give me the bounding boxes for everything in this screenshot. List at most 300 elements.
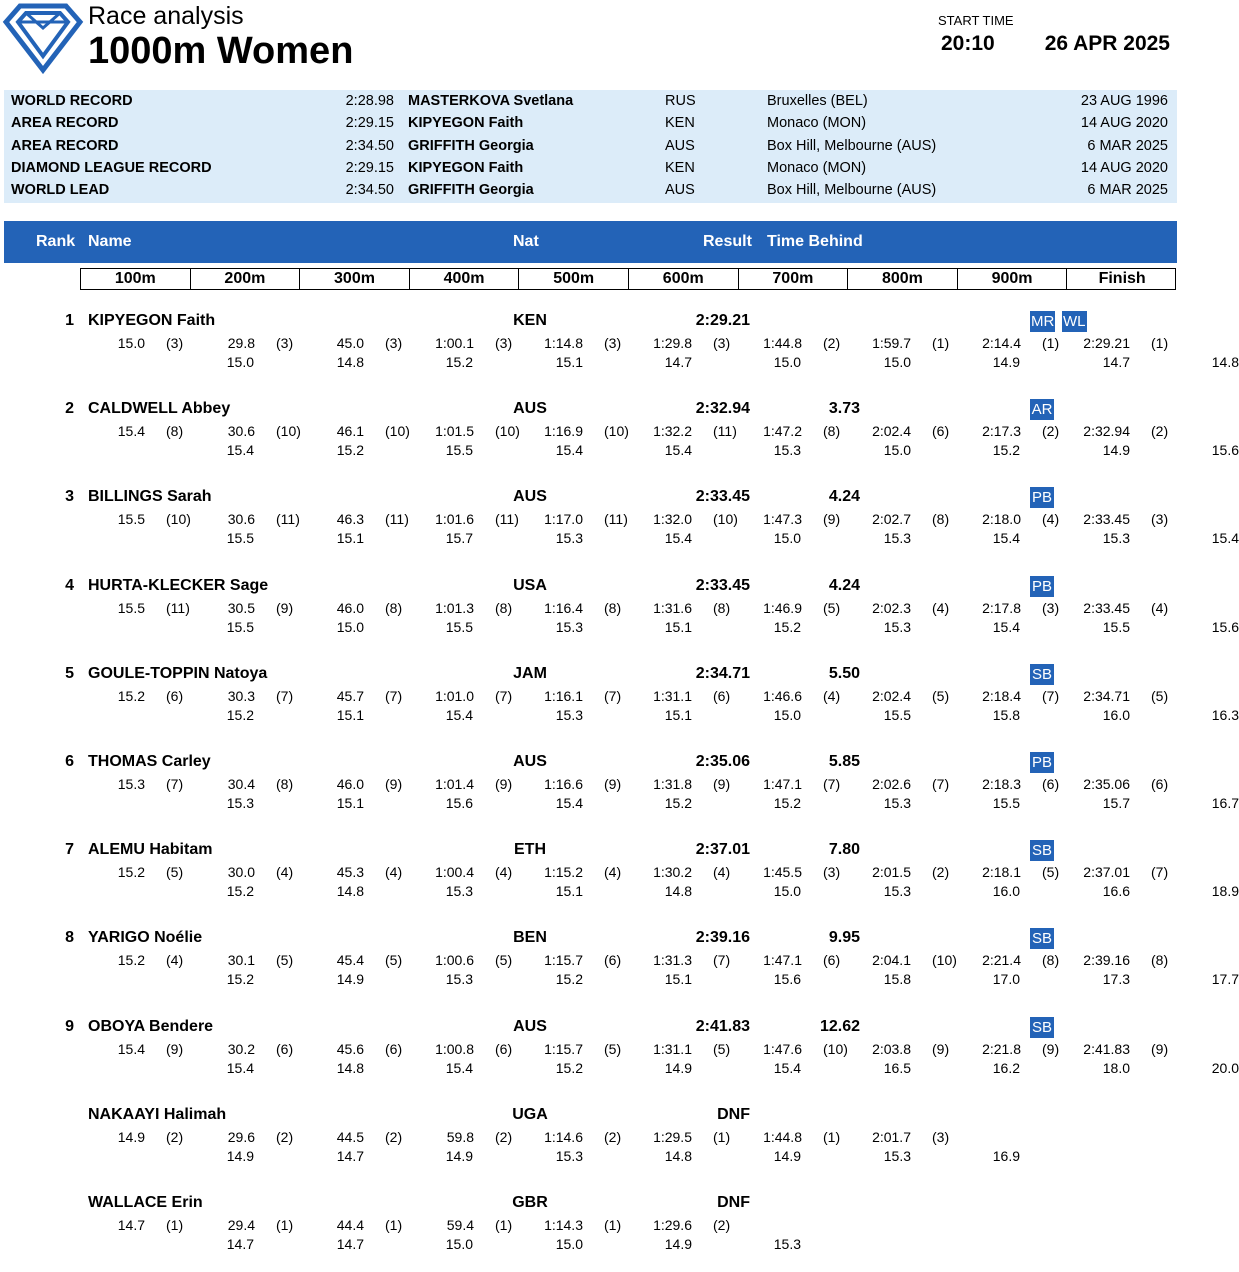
split-position: (5)	[276, 952, 294, 969]
lap-time: 17.7	[1211, 971, 1239, 988]
lap-time: 15.3	[445, 971, 473, 988]
split-position: (9)	[604, 776, 622, 792]
split-time: 2:02.7	[872, 511, 911, 528]
split-time: 59.4	[446, 1217, 474, 1233]
split-time: 15.4	[117, 1040, 145, 1057]
athlete-nat: JAM	[513, 664, 547, 682]
athlete-rank: 5	[65, 664, 74, 682]
split-position: (10)	[823, 1040, 848, 1057]
record-holder: MASTERKOVA Svetlana	[408, 93, 574, 109]
split-time: 1:47.6	[763, 1040, 802, 1057]
split-time: 1:15.7	[544, 952, 583, 969]
split-header: Finish	[1098, 270, 1146, 287]
split-time: 46.1	[336, 423, 364, 440]
lap-time: 15.0	[773, 354, 801, 370]
lap-time: 15.4	[555, 442, 583, 459]
record-venue: Monaco (MON)	[767, 115, 867, 131]
lap-time: 15.5	[1102, 618, 1130, 635]
athlete-result: 2:32.94	[695, 400, 750, 418]
lap-time: 14.9	[992, 354, 1020, 370]
athlete-result: 2:41.83	[695, 1017, 750, 1035]
record-venue: Monaco (MON)	[767, 160, 867, 176]
split-position: (7)	[495, 687, 513, 704]
record-badge: SB	[1031, 665, 1052, 683]
athlete-rank: 9	[65, 1017, 74, 1035]
split-position: (8)	[1042, 952, 1060, 969]
lap-time: 15.3	[226, 795, 254, 811]
record-holder: KIPYEGON Faith	[408, 115, 524, 131]
split-position: (1)	[604, 1217, 622, 1233]
record-nat: KEN	[665, 160, 695, 176]
lap-time: 15.0	[445, 1236, 473, 1252]
split-time: 1:46.9	[763, 599, 802, 616]
lap-time: 14.8	[336, 1059, 364, 1076]
split-time: 1:47.1	[763, 952, 802, 969]
athlete-row	[0, 743, 1239, 831]
lap-time: 14.7	[336, 1236, 364, 1252]
athlete-time-behind: 5.85	[828, 753, 860, 770]
record-holder: GRIFFITH Georgia	[408, 182, 534, 198]
lap-time: 16.9	[992, 1147, 1020, 1164]
athlete-row	[0, 1184, 1179, 1272]
record-mark: 2:29.15	[345, 160, 394, 176]
athlete-result: 2:34.71	[695, 664, 750, 682]
split-time: 46.0	[336, 776, 364, 792]
split-position: (4)	[823, 687, 841, 704]
col-time-behind-header: Time Behind	[767, 233, 863, 250]
lap-time: 14.9	[336, 971, 364, 988]
record-venue: Box Hill, Melbourne (AUS)	[767, 138, 937, 154]
split-position: (9)	[166, 1040, 184, 1057]
split-position: (5)	[604, 1040, 622, 1057]
lap-time: 15.4	[1211, 530, 1239, 547]
split-time: 30.6	[227, 423, 255, 440]
split-distance-header	[80, 268, 1176, 290]
lap-time: 14.9	[226, 1147, 254, 1164]
record-type: AREA RECORD	[11, 138, 119, 154]
athlete-name: WALLACE Erin	[88, 1194, 203, 1211]
split-position: (9)	[932, 1040, 950, 1057]
record-badge: MR	[1031, 313, 1055, 330]
split-position: (2)	[823, 335, 841, 351]
lap-time: 14.8	[664, 1147, 692, 1164]
split-position: (1)	[932, 335, 950, 351]
lap-time: 15.4	[992, 530, 1020, 547]
split-position: (2)	[385, 1128, 403, 1145]
lap-time: 15.0	[883, 442, 911, 459]
split-position: (9)	[385, 776, 403, 792]
athlete-time-behind: 4.24	[828, 488, 860, 506]
lap-time: 17.3	[1102, 971, 1130, 988]
athlete-nat: AUS	[513, 1017, 547, 1035]
athlete-rank: 1	[65, 312, 74, 329]
lap-time: 15.3	[555, 530, 583, 547]
split-position: (1)	[276, 1217, 294, 1233]
start-time: 20:10	[941, 32, 995, 55]
split-position: (3)	[276, 335, 294, 351]
page-title: 1000m Women	[88, 30, 354, 72]
record-row	[4, 179, 1177, 201]
lap-time: 15.5	[445, 618, 473, 635]
lap-time: 16.5	[883, 1059, 911, 1076]
split-position: (7)	[1042, 687, 1060, 704]
split-position: (1)	[385, 1217, 403, 1233]
split-time: 1:00.4	[435, 864, 474, 881]
split-time: 1:32.2	[653, 423, 692, 440]
lap-time: 15.1	[664, 618, 692, 635]
lap-time: 15.2	[773, 795, 801, 811]
split-time: 1:00.8	[435, 1040, 474, 1057]
split-time: 15.0	[117, 335, 145, 351]
split-time: 45.6	[336, 1040, 364, 1057]
record-badge: SB	[1031, 1018, 1052, 1036]
split-position: (2)	[1151, 423, 1169, 440]
split-time: 2:41.83	[1083, 1040, 1130, 1057]
split-position: (3)	[166, 335, 184, 351]
split-time: 45.0	[336, 335, 364, 351]
lap-time: 14.9	[1102, 442, 1130, 459]
record-badge: AR	[1031, 401, 1053, 419]
split-time: 1:59.7	[872, 335, 911, 351]
split-time: 1:32.0	[653, 511, 692, 528]
lap-time: 15.0	[773, 883, 801, 900]
split-time: 59.8	[446, 1128, 474, 1145]
split-position: (2)	[932, 864, 950, 881]
split-time: 1:14.6	[544, 1128, 583, 1145]
record-nat: AUS	[665, 138, 695, 154]
split-header: 500m	[519, 269, 629, 289]
split-position: (10)	[604, 423, 629, 440]
record-badge: SB	[1031, 930, 1052, 948]
split-position: (5)	[713, 1040, 731, 1057]
split-position: (8)	[932, 511, 950, 528]
split-time: 2:01.5	[872, 864, 911, 881]
split-position: (7)	[385, 687, 403, 704]
split-time: 44.5	[336, 1128, 364, 1145]
athlete-row	[0, 831, 1239, 919]
split-position: (9)	[276, 599, 294, 616]
lap-time: 15.4	[773, 1059, 801, 1076]
split-position: (7)	[713, 952, 731, 969]
col-rank-header: Rank	[36, 233, 76, 250]
lap-time: 15.5	[445, 442, 473, 459]
athlete-nat: UGA	[512, 1105, 548, 1123]
lap-time: 15.4	[664, 442, 692, 459]
lap-time: 15.5	[883, 706, 911, 723]
athlete-nat: KEN	[513, 312, 547, 329]
lap-time: 15.4	[664, 530, 692, 547]
split-time: 30.4	[227, 776, 255, 792]
split-time: 1:15.2	[544, 864, 583, 881]
start-time-label: START TIME	[938, 13, 1014, 28]
split-time: 29.4	[227, 1217, 255, 1233]
lap-time: 15.6	[1211, 442, 1239, 459]
split-position: (2)	[276, 1128, 294, 1145]
lap-time: 14.9	[664, 1059, 692, 1076]
split-time: 1:01.0	[435, 687, 474, 704]
split-time: 2:18.3	[982, 776, 1021, 792]
split-time: 1:31.8	[653, 776, 692, 792]
split-position: (8)	[823, 423, 841, 440]
split-position: (2)	[166, 1128, 184, 1145]
split-position: (1)	[1042, 335, 1060, 351]
record-date: 14 AUG 2020	[1080, 160, 1168, 176]
athlete-result: 2:35.06	[695, 753, 750, 770]
split-position: (4)	[604, 864, 622, 881]
lap-time: 14.7	[664, 354, 692, 370]
athlete-row	[0, 1096, 1179, 1184]
athlete-row	[0, 478, 1239, 566]
split-time: 15.5	[117, 511, 145, 528]
lap-time: 15.1	[555, 883, 583, 900]
split-time: 2:18.4	[982, 687, 1021, 704]
record-holder: KIPYEGON Faith	[408, 160, 524, 176]
page-subtitle: Race analysis	[88, 2, 244, 30]
athlete-name: CALDWELL Abbey	[88, 400, 231, 418]
athlete-name: KIPYEGON Faith	[88, 312, 216, 329]
record-type: WORLD RECORD	[11, 93, 133, 109]
record-row	[4, 90, 1177, 112]
split-time: 1:14.3	[544, 1217, 583, 1233]
split-time: 1:01.3	[435, 599, 474, 616]
athlete-result: DNF	[717, 1194, 750, 1211]
split-time: 14.9	[117, 1128, 145, 1145]
split-time: 2:32.94	[1083, 423, 1130, 440]
split-position: (9)	[1042, 1040, 1060, 1057]
split-position: (2)	[604, 1128, 622, 1145]
split-time: 1:16.1	[544, 687, 583, 704]
lap-time: 15.1	[336, 706, 364, 723]
athlete-nat: AUS	[513, 488, 547, 506]
records-panel	[4, 90, 1177, 203]
lap-time: 17.0	[992, 971, 1020, 988]
split-time: 1:16.4	[544, 599, 583, 616]
lap-time: 15.6	[773, 971, 801, 988]
split-time: 1:29.5	[653, 1128, 692, 1145]
record-type: DIAMOND LEAGUE RECORD	[11, 160, 212, 176]
lap-time: 15.2	[664, 795, 692, 811]
lap-time: 15.7	[445, 530, 473, 547]
split-time: 29.6	[227, 1128, 255, 1145]
lap-time: 15.0	[773, 706, 801, 723]
athlete-name: NAKAAYI Halimah	[88, 1105, 227, 1123]
lap-time: 15.2	[336, 442, 364, 459]
split-header: 100m	[81, 269, 191, 289]
split-position: (1)	[713, 1128, 731, 1145]
athlete-nat: AUS	[513, 753, 547, 770]
athlete-row	[0, 1008, 1239, 1096]
split-position: (9)	[823, 511, 841, 528]
split-position: (2)	[495, 1128, 513, 1145]
athlete-rank: 3	[65, 488, 74, 506]
athlete-name: GOULE-TOPPIN Natoya	[88, 664, 268, 682]
lap-time: 15.2	[773, 618, 801, 635]
athlete-rank: 7	[65, 841, 74, 859]
split-time: 2:21.4	[982, 952, 1021, 969]
split-time: 1:44.8	[763, 1128, 802, 1145]
lap-time: 15.3	[883, 883, 911, 900]
split-position: (6)	[932, 423, 950, 440]
record-date: 6 MAR 2025	[1087, 138, 1168, 154]
record-mark: 2:34.50	[345, 138, 394, 154]
split-position: (7)	[166, 776, 184, 792]
lap-time: 15.3	[445, 883, 473, 900]
split-position: (3)	[932, 1128, 950, 1145]
split-time: 14.7	[117, 1217, 145, 1233]
record-row	[4, 112, 1177, 134]
athlete-time-behind: 4.24	[828, 576, 860, 594]
lap-time: 14.7	[226, 1236, 254, 1252]
lap-time: 15.4	[445, 706, 473, 723]
split-time: 2:02.4	[872, 423, 911, 440]
lap-time: 16.6	[1102, 883, 1130, 900]
split-position: (7)	[932, 776, 950, 792]
lap-time: 15.5	[992, 795, 1020, 811]
split-position: (4)	[495, 864, 513, 881]
split-header: 900m	[958, 269, 1068, 289]
split-time: 1:31.1	[653, 687, 692, 704]
athlete-rank: 2	[65, 400, 74, 418]
split-time: 1:30.2	[653, 864, 692, 881]
split-time: 1:31.1	[653, 1040, 692, 1057]
record-badge: PB	[1031, 754, 1052, 771]
record-badge: WL	[1063, 313, 1086, 330]
lap-time: 15.4	[226, 1059, 254, 1076]
record-venue: Bruxelles (BEL)	[767, 93, 868, 109]
athlete-time-behind: 9.95	[828, 929, 860, 947]
lap-time: 15.2	[226, 706, 254, 723]
split-position: (11)	[276, 511, 300, 528]
lap-time: 16.0	[1102, 706, 1130, 723]
lap-time: 15.4	[445, 1059, 473, 1076]
lap-time: 15.1	[336, 795, 364, 811]
split-position: (6)	[1151, 776, 1169, 792]
lap-time: 18.9	[1211, 883, 1239, 900]
lap-time: 14.7	[1102, 354, 1130, 370]
split-position: (3)	[495, 335, 513, 351]
split-position: (8)	[713, 599, 731, 616]
lap-time: 15.3	[773, 442, 801, 459]
record-mark: 2:34.50	[345, 182, 394, 198]
lap-time: 15.6	[1211, 618, 1239, 635]
record-badge: SB	[1031, 842, 1052, 860]
split-position: (5)	[385, 952, 403, 969]
split-time: 2:17.8	[982, 599, 1021, 616]
split-time: 2:02.4	[872, 687, 911, 704]
athlete-name: YARIGO Noélie	[88, 929, 203, 947]
lap-time: 15.1	[664, 971, 692, 988]
record-date: 14 AUG 2020	[1080, 115, 1168, 131]
split-time: 2:18.0	[982, 511, 1021, 528]
split-position: (10)	[166, 511, 191, 528]
split-position: (6)	[823, 952, 841, 969]
split-time: 2:33.45	[1083, 511, 1130, 528]
split-position: (6)	[385, 1040, 403, 1057]
split-position: (6)	[1042, 776, 1060, 792]
athlete-nat: USA	[513, 576, 547, 594]
split-position: (5)	[1151, 687, 1169, 704]
lap-time: 15.4	[555, 795, 583, 811]
lap-time: 16.3	[1211, 706, 1239, 723]
split-position: (5)	[823, 599, 841, 616]
split-time: 1:31.3	[653, 952, 692, 969]
lap-time: 15.6	[445, 795, 473, 811]
lap-time: 14.8	[664, 883, 692, 900]
split-position: (10)	[932, 952, 957, 969]
split-position: (2)	[1042, 423, 1060, 440]
split-position: (1)	[823, 1128, 841, 1145]
split-time: 29.8	[227, 335, 255, 351]
athlete-row	[0, 302, 1239, 390]
lap-time: 15.2	[992, 442, 1020, 459]
split-position: (6)	[604, 952, 622, 969]
split-time: 1:47.1	[763, 776, 802, 792]
split-time: 45.4	[336, 952, 364, 969]
record-badge: PB	[1031, 577, 1052, 595]
record-type: AREA RECORD	[11, 115, 119, 131]
split-time: 15.2	[117, 687, 145, 704]
athlete-result: 2:39.16	[695, 929, 750, 947]
athlete-name: BILLINGS Sarah	[88, 488, 212, 506]
lap-time: 15.1	[336, 530, 364, 547]
lap-time: 14.7	[336, 1147, 364, 1164]
split-time: 2:34.71	[1083, 687, 1130, 704]
athlete-row	[0, 919, 1239, 1007]
split-header: 700m	[739, 269, 849, 289]
split-time: 44.4	[336, 1217, 364, 1233]
split-time: 2:18.1	[982, 864, 1021, 881]
split-time: 1:01.5	[435, 423, 474, 440]
lap-time: 15.3	[883, 530, 911, 547]
split-time: 2:33.45	[1083, 599, 1130, 616]
split-time: 1:01.6	[435, 511, 474, 528]
split-time: 1:01.4	[435, 776, 474, 792]
split-time: 2:37.01	[1083, 864, 1130, 881]
split-time: 1:16.9	[544, 423, 583, 440]
split-position: (1)	[495, 1217, 513, 1233]
split-position: (3)	[823, 864, 841, 881]
athlete-row	[0, 390, 1239, 478]
split-position: (5)	[1042, 864, 1060, 881]
athlete-result: DNF	[717, 1105, 750, 1123]
split-position: (3)	[1151, 511, 1169, 528]
athlete-result: 2:37.01	[695, 841, 750, 859]
lap-time: 15.3	[555, 706, 583, 723]
split-time: 46.0	[336, 599, 364, 616]
split-time: 1:47.3	[763, 511, 802, 528]
split-time: 30.3	[227, 687, 255, 704]
lap-time: 15.8	[992, 706, 1020, 723]
split-position: (8)	[1151, 952, 1169, 969]
lap-time: 15.5	[226, 530, 254, 547]
athlete-name: THOMAS Carley	[88, 753, 211, 770]
split-position: (1)	[1151, 335, 1169, 351]
split-time: 2:02.6	[872, 776, 911, 792]
athlete-name: ALEMU Habitam	[88, 841, 213, 859]
split-time: 2:14.4	[982, 335, 1021, 351]
record-row	[4, 135, 1177, 157]
lap-time: 14.8	[1211, 354, 1239, 370]
split-time: 15.2	[117, 952, 145, 969]
record-nat: RUS	[665, 93, 696, 109]
split-position: (7)	[1151, 864, 1169, 881]
split-time: 15.3	[117, 776, 145, 792]
lap-time: 15.2	[226, 883, 254, 900]
split-position: (6)	[276, 1040, 294, 1057]
split-time: 30.6	[227, 511, 255, 528]
lap-time: 16.0	[992, 883, 1020, 900]
split-time: 2:17.3	[982, 423, 1021, 440]
